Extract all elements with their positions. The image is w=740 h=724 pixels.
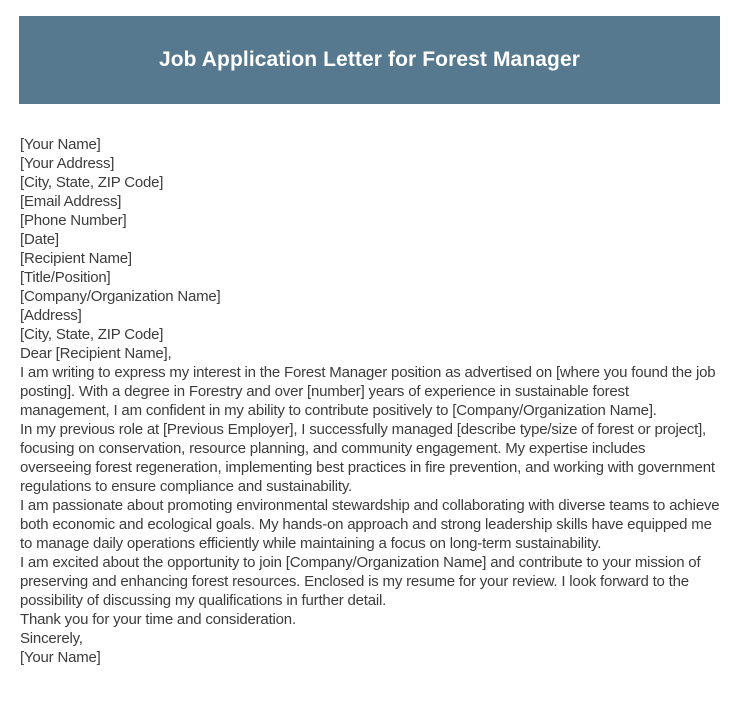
recipient-line-city-state-zip: [City, State, ZIP Code] bbox=[20, 326, 164, 343]
closing-signature-name: [Your Name] bbox=[20, 649, 101, 666]
sender-line-date: [Date] bbox=[20, 231, 59, 248]
paragraph-experience: In my previous role at [Previous Employer], I successfully managed [describe type/size of forest or project], focusing on conservation, resource planning, and community engagement. My expertise includes overseeing forest regeneration, implementing best practices in fire prevention, and working with government regulations to ensure compliance and sustainability. bbox=[20, 421, 715, 495]
sender-line-name: [Your Name] bbox=[20, 136, 101, 153]
salutation: Dear [Recipient Name], bbox=[20, 345, 172, 362]
sender-line-city-state-zip: [City, State, ZIP Code] bbox=[20, 174, 164, 191]
header-banner bbox=[19, 16, 720, 104]
closing-sincerely: Sincerely, bbox=[20, 630, 83, 647]
paragraph-passion: I am passionate about promoting environmental stewardship and collaborating with diverse teams to achieve both economic and ecological goals. My hands-on approach and strong leadership skills have equipped me to manage daily operations efficiently while maintaining a focus on long-term sustainability. bbox=[20, 497, 720, 552]
letter-body bbox=[0, 104, 740, 667]
page-title: Job Application Letter for Forest Manager bbox=[158, 48, 581, 71]
sender-line-address: [Your Address] bbox=[20, 155, 115, 172]
closing-thanks: Thank you for your time and consideration. bbox=[20, 611, 296, 628]
recipient-line-address: [Address] bbox=[20, 307, 82, 324]
paragraph-closing-interest: I am excited about the opportunity to join [Company/Organization Name] and contribute to your mission of preserving and enhancing forest resources. Enclosed is my resume for your review. I look forward to the possibility of discussing my qualifications in further detail. bbox=[20, 554, 701, 609]
recipient-line-company: [Company/Organization Name] bbox=[20, 288, 221, 305]
recipient-line-name: [Recipient Name] bbox=[20, 250, 132, 267]
sender-line-phone: [Phone Number] bbox=[20, 212, 127, 229]
recipient-line-title: [Title/Position] bbox=[20, 269, 111, 286]
sender-line-email: [Email Address] bbox=[20, 193, 122, 210]
paragraph-introduction: I am writing to express my interest in the Forest Manager position as advertised on [where you found the job posting]. With a degree in Forestry and over [number] years of experience in sustainable forest management, I am confident in my ability to contribute positively to [Company/Organization Name]. bbox=[20, 364, 716, 419]
